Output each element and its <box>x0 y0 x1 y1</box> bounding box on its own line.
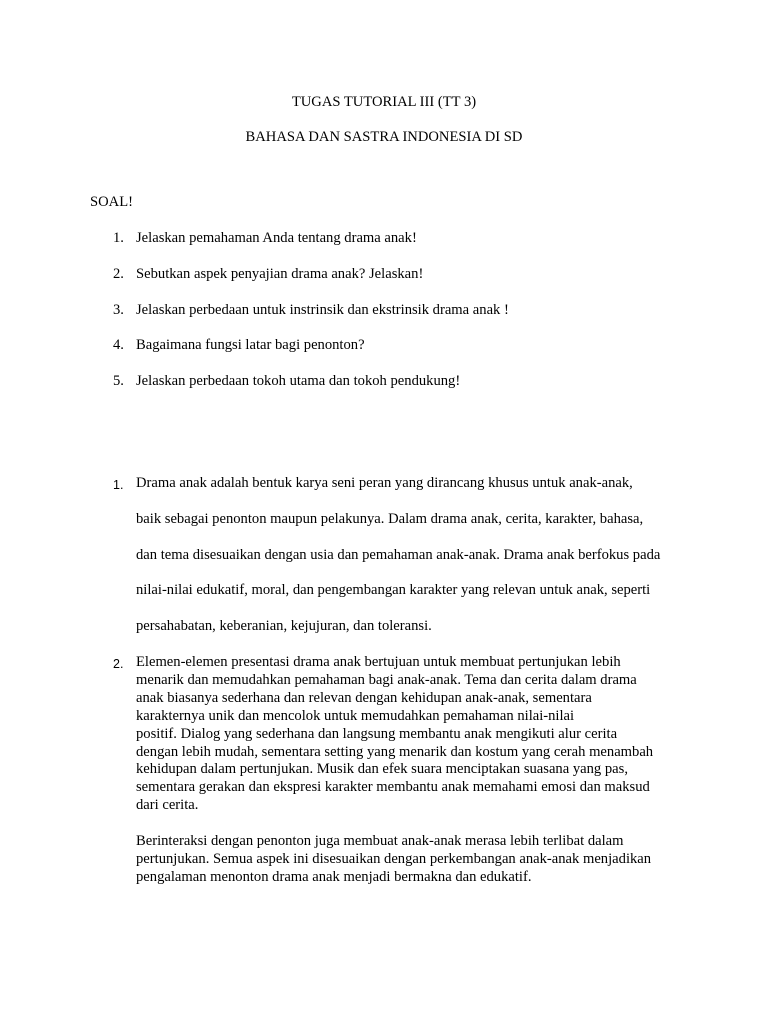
answer-1 <box>136 475 696 654</box>
question-number: 2. <box>113 265 124 282</box>
document-title: TUGAS TUTORIAL III (TT 3) <box>291 94 477 110</box>
question-number: 1. <box>113 230 124 246</box>
answer-line: Drama anak adalah bentuk karya seni peran yang dirancang khusus untuk anak-anak, <box>136 475 633 491</box>
answer-line: Elemen-elemen presentasi drama anak bertujuan untuk membuat pertunjukan lebih <box>136 654 621 670</box>
soal-heading: SOAL! <box>90 194 133 210</box>
answer-line: karakternya unik dan mencolok untuk memudahkan pemahaman nilai-nilai <box>136 707 575 724</box>
answer-number: 2. <box>113 657 124 671</box>
answer-line: Berinteraksi dengan penonton juga membuat anak-anak merasa lebih terlibat dalam <box>136 833 624 850</box>
answer-line: positif. Dialog yang sederhana dan langsung membantu anak mengikuti alur cerita <box>136 725 618 742</box>
question-text: Jelaskan perbedaan tokoh utama dan tokoh pendukung! <box>136 373 461 390</box>
question-text: Bagaimana fungsi latar bagi penonton? <box>136 337 365 354</box>
answer-line: anak biasanya sederhana dan relevan dengan kehidupan anak-anak, sementara <box>136 689 592 706</box>
answer-line: menarik dan memudahkan pemahaman bagi anak-anak. Tema dan cerita dalam drama <box>136 671 637 688</box>
answer-line: nilai-nilai edukatif, moral, dan pengembangan karakter yang relevan untuk anak, seperti <box>136 582 651 599</box>
answer-line: baik sebagai penonton maupun pelakunya. Dalam drama anak, cerita, karakter, bahasa, <box>136 510 644 527</box>
question-number: 5. <box>113 373 124 390</box>
answer-line: dengan lebih mudah, sementara setting yang menarik dan kostum yang cerah menambah <box>136 743 654 760</box>
answer-line: kehidupan dalam pertunjukan. Musik dan efek suara menciptakan suasana yang pas, <box>136 761 628 778</box>
answer-number: 1. <box>113 478 124 492</box>
answer-line: dan tema disesuaikan dengan usia dan pemahaman anak-anak. Drama anak berfokus pada <box>136 546 661 563</box>
question-number: 4. <box>113 337 124 354</box>
answer-line: persahabatan, keberanian, kejujuran, dan toleransi. <box>136 618 432 635</box>
answer-2 <box>136 654 696 887</box>
document-subtitle: BAHASA DAN SASTRA INDONESIA DI SD <box>245 129 523 145</box>
question-text: Jelaskan pemahaman Anda tentang drama anak! <box>136 230 417 246</box>
answer-line: pengalaman menonton drama anak menjadi bermakna dan edukatif. <box>136 868 532 885</box>
question-number: 3. <box>113 301 124 318</box>
question-text: Jelaskan perbedaan untuk instrinsik dan ekstrinsik drama anak ! <box>136 301 509 318</box>
paragraph-gap <box>136 815 696 833</box>
answer-line: dari cerita. <box>136 797 199 814</box>
question-text: Sebutkan aspek penyajian drama anak? Jelaskan! <box>136 265 424 282</box>
answer-line: sementara gerakan dan ekspresi karakter membantu anak memahami emosi dan maksud <box>136 779 650 796</box>
answer-line: pertunjukan. Semua aspek ini disesuaikan dengan perkembangan anak-anak menjadikan <box>136 850 652 867</box>
